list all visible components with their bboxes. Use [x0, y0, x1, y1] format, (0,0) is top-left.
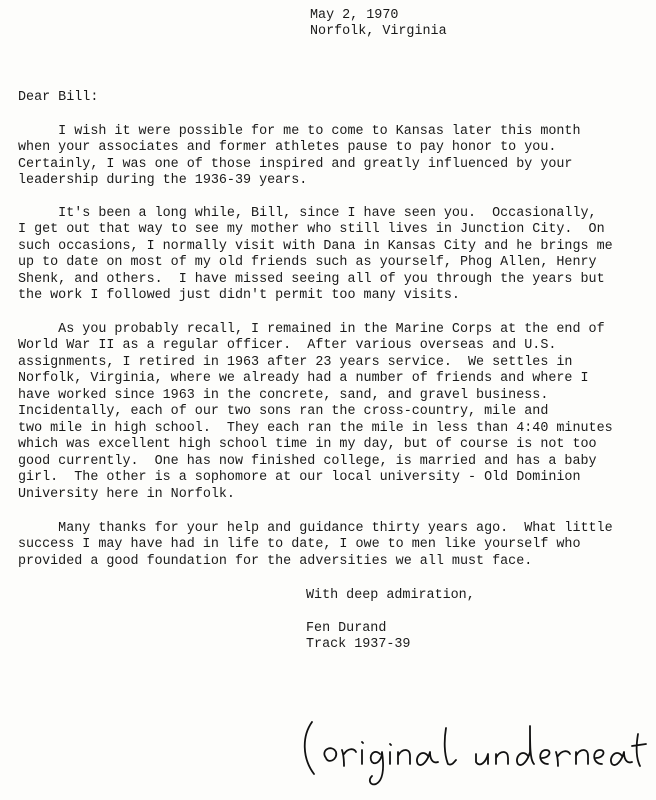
paragraph-line: World War II as a regular officer. After various overseas and U.S. — [18, 338, 557, 353]
paragraph-line: Many thanks for your help and guidance thirty years ago. What little — [18, 521, 613, 536]
paragraph-line: up to date on most of my old friends such as yourself, Phog Allen, Henry — [18, 255, 597, 270]
paragraph-line: I wish it were possible for me to come to Kansas later this month — [18, 124, 581, 139]
paragraph-line: I get out that way to see my mother who still lives in Junction City. On — [18, 222, 605, 237]
letter-date: May 2, 1970 — [310, 8, 399, 23]
paragraph-line: when your associates and former athletes pause to pay honor to you. — [18, 140, 557, 155]
signature-title: Track 1937-39 — [306, 637, 411, 652]
paragraph-line: Certainly, I was one of those inspired and greatly influenced by your — [18, 157, 573, 172]
paragraph-line: University here in Norfolk. — [18, 487, 235, 502]
paragraph-line: girl. The other is a sophomore at our local university - Old Dominion — [18, 470, 581, 485]
letter-place: Norfolk, Virginia — [310, 24, 447, 39]
paragraph-line: Norfolk, Virginia, where we already had a number of friends and where I — [18, 371, 589, 386]
handwritten-note — [298, 700, 648, 790]
paragraph-line: Shenk, and others. I have missed seeing all of you through the years but — [18, 272, 605, 287]
closing: With deep admiration, — [306, 588, 475, 603]
signature-name: Fen Durand — [306, 621, 387, 636]
paragraph-line: As you probably recall, I remained in the Marine Corps at the end of — [18, 322, 605, 337]
paragraph-line: Incidentally, each of our two sons ran the cross-country, mile and — [18, 404, 549, 419]
paragraph-line: which was excellent high school time in my day, but of course is not too — [18, 437, 597, 452]
paragraph-line: the work I followed just didn't permit too many visits. — [18, 288, 460, 303]
salutation: Dear Bill: — [18, 90, 99, 105]
paragraph-line: leadership during the 1936-39 years. — [18, 173, 308, 188]
paragraph-line: have worked since 1963 in the concrete, sand, and gravel business. — [18, 388, 549, 403]
paragraph-line: two mile in high school. They each ran the mile in less than 4:40 minutes — [18, 421, 613, 436]
paragraph-line: provided a good foundation for the adversities we all must face. — [18, 554, 533, 569]
paragraph-line: assignments, I retired in 1963 after 23 years service. We settles in — [18, 355, 573, 370]
paragraph-line: success I may have had in life to date, I owe to men like yourself who — [18, 537, 581, 552]
paragraph-line: such occasions, I normally visit with Dana in Kansas City and he brings me — [18, 239, 613, 254]
paragraph-line: good currently. One has now finished college, is married and has a baby — [18, 454, 597, 469]
paragraph-line: It's been a long while, Bill, since I have seen you. Occasionally, — [18, 206, 597, 221]
